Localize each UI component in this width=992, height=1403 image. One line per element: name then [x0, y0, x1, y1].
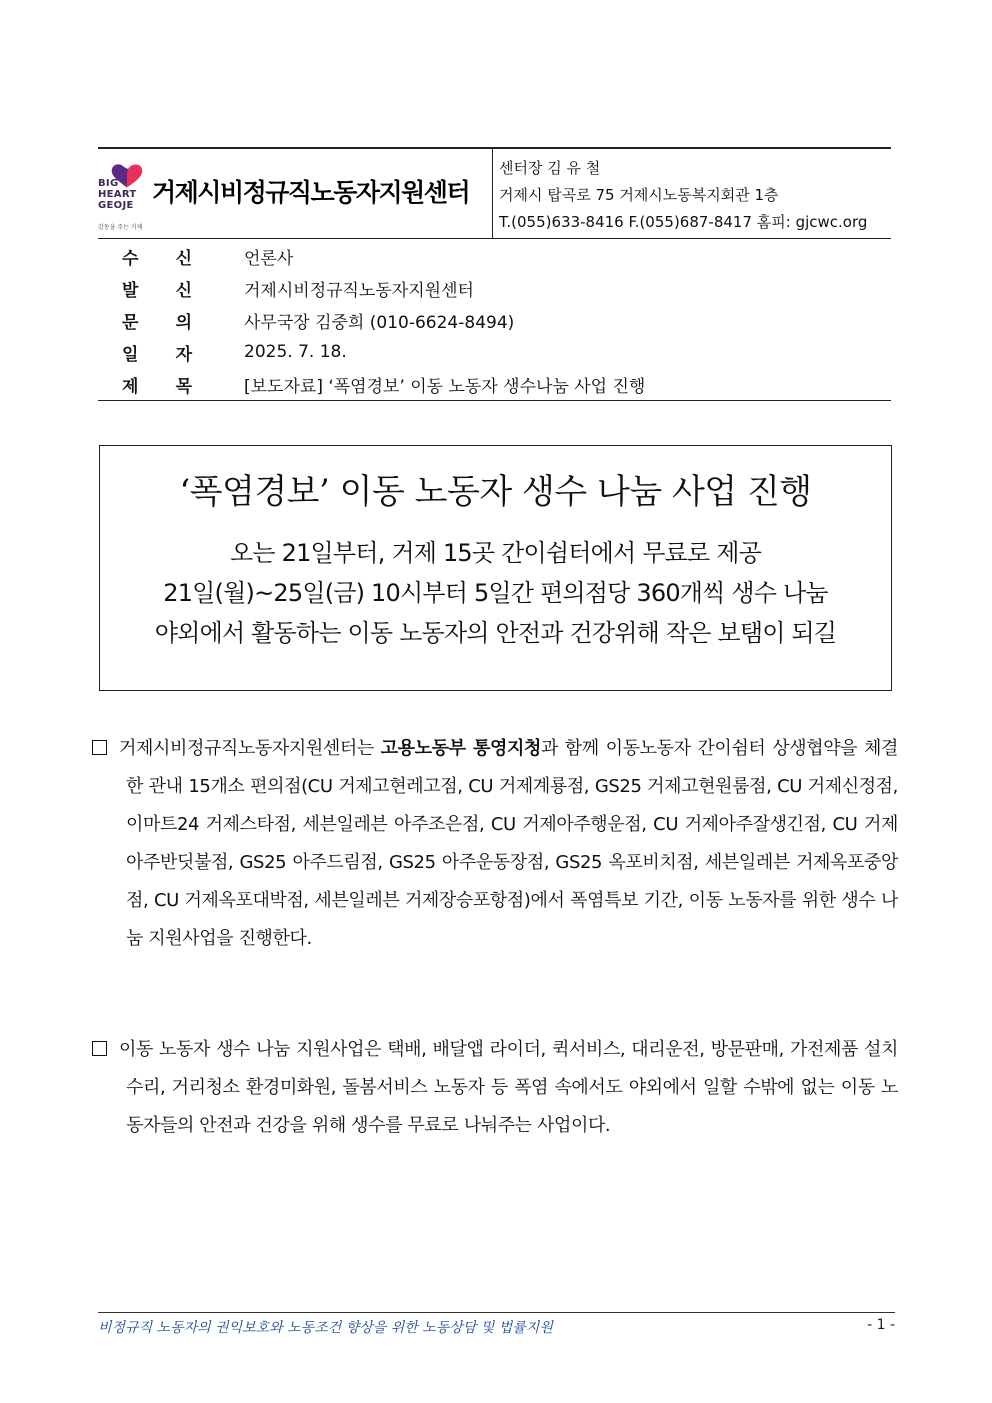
meta-key-char: 일: [122, 344, 139, 365]
body-paragraph-2: [92, 1031, 898, 1145]
meta-key-char: 문: [122, 312, 139, 333]
meta-key-char: 발: [122, 280, 139, 301]
logo-wordmark: BIG HEART GEOJE: [98, 178, 137, 211]
meta-value: 언론사: [244, 248, 294, 269]
headline-sub-3: 야외에서 활동하는 이동 노동자의 안전과 건강위해 작은 보탬이 되길: [154, 619, 837, 647]
meta-row-recipient: [98, 240, 891, 272]
meta-key-char: 자: [175, 344, 192, 365]
meta-key: [98, 276, 218, 301]
meta-key-char: 의: [175, 312, 192, 333]
meta-row-inquiry: [98, 304, 891, 336]
meta-key: [98, 244, 218, 269]
meta-row-sender: [98, 272, 891, 304]
meta-value: 2025. 7. 18.: [244, 342, 347, 362]
footer: [98, 1312, 895, 1337]
headline-sub-2: 21일(월)~25일(금) 10시부터 5일간 편의점당 360개씩 생수 나눔: [163, 579, 828, 607]
headline-sub-1: 오는 21일부터, 거제 15곳 간이쉼터에서 무료로 제공: [230, 539, 761, 567]
meta-value: [보도자료] ‘폭염경보’ 이동 노동자 생수나눔 사업 진행: [244, 376, 646, 397]
headline-title: ‘폭염경보’ 이동 노동자 생수 나눔 사업 진행: [179, 472, 812, 512]
para-text: 이동 노동자 생수 나눔 지원사업은 택배, 배달앱 라이더, 퀵서비스, 대리운전, 방문판매, 가전제품 설치수리, 거리청소 환경미화원, 돌봄서비스 노동자 등 폭염 속에서도 야외에서 일할 수밖에 없는 이동 노동자들의 안전과 건강을 위해 생수를 무료로 나눠주는 사업이다.: [119, 1039, 898, 1136]
para-text: 거제시비정규직노동자지원센터는: [119, 738, 381, 759]
para-bold-text: 고용노동부 통영지청: [380, 738, 541, 759]
meta-row-subject: [98, 368, 891, 400]
logo-tagline: 감동을 주는 거제: [98, 224, 143, 231]
letterhead: [98, 147, 891, 239]
meta-row-date: [98, 336, 891, 368]
para-text: 과 함께 이동노동자 간이쉼터 상생협약을 체결한 관내 15개소 편의점(CU 거제고현레고점, CU 거제계룡점, GS25 거제고현원룸점, CU 거제신정점, 이마트24 거제스타점, 세븐일레븐 아주조은점, CU 거제아주행운점, CU 거제아주잘생긴점, CU 거제아주반딧불점, GS25 아주드림점, GS25 아주운동장점, GS25 옥포비치점, 세븐일레븐 거제옥포중앙점, CU 거제옥포대박점, 세븐일레븐 거제장승포항점)에서 폭염특보 기간, 이동 노동자를 위한 생수 나눔 지원사업을 진행한다.: [126, 738, 898, 949]
letterhead-contact: [493, 149, 891, 238]
meta-key-char: 신: [175, 248, 192, 269]
meta-key-char: 수: [122, 248, 139, 269]
checkbox-bullet-icon: [92, 740, 107, 755]
headline-box: [99, 445, 892, 691]
meta-key-char: 목: [175, 376, 192, 397]
meta-value: 사무국장 김중희 (010-6624-8494): [244, 312, 515, 333]
checkbox-bullet-icon: [92, 1041, 107, 1056]
meta-key: [98, 372, 218, 397]
org-title: 거제시비정규직노동자지원센터: [152, 178, 470, 207]
footer-slogan: 비정규직 노동자의 권익보호와 노동조건 향상을 위한 노동상담 및 법률지원: [98, 1320, 553, 1336]
letterhead-left: [98, 149, 493, 238]
body-paragraph-1: [92, 730, 898, 958]
page-number: - 1 -: [867, 1317, 895, 1333]
meta-key: [98, 308, 218, 333]
routing-table: [98, 240, 891, 401]
meta-key: [98, 340, 218, 365]
meta-key-char: 제: [122, 376, 139, 397]
meta-value: 거제시비정규직노동자지원센터: [244, 280, 474, 301]
address-line: 거제시 탑곡로 75 거제시노동복지회관 1층: [499, 186, 779, 204]
director-line: 센터장 김 유 철: [499, 159, 601, 177]
contact-line: T.(055)633-8416 F.(055)687-8417 홈피: gjcwc.org: [499, 213, 868, 231]
meta-key-char: 신: [175, 280, 192, 301]
